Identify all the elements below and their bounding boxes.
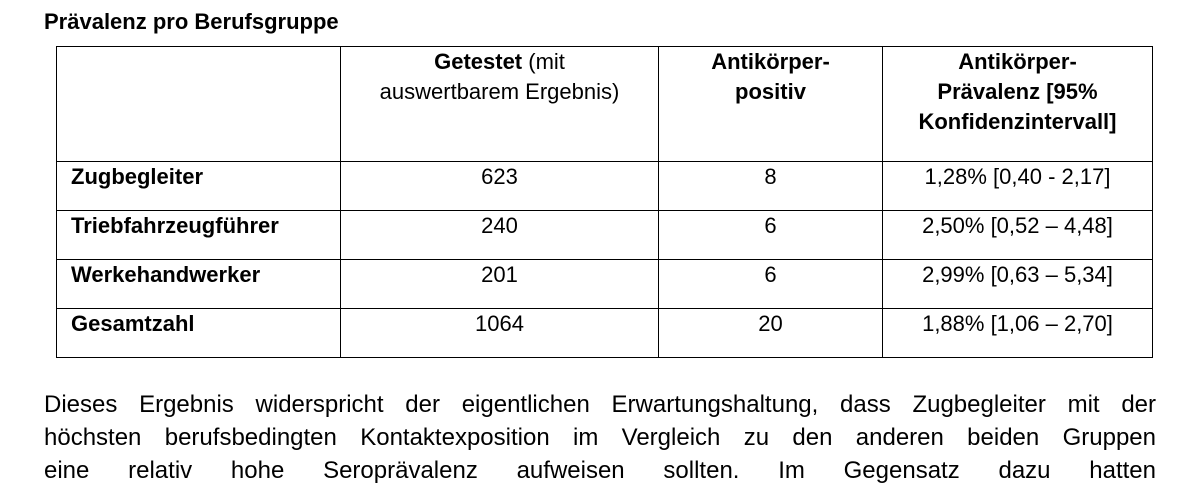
header-prevalence-line-3: Konfidenzintervall] [918, 109, 1117, 134]
row-tested: 201 [341, 260, 659, 309]
row-positive: 6 [659, 211, 883, 260]
header-positive-line-1: Antikörper- [711, 49, 830, 74]
header-prevalence-line-2: Prävalenz [95% [937, 79, 1098, 104]
body-paragraph [44, 388, 1156, 487]
row-prevalence: 1,28% [0,40 - 2,17] [883, 162, 1153, 211]
header-positive [659, 47, 883, 162]
header-tested-note-2: auswertbarem Ergebnis) [379, 79, 620, 104]
row-prevalence: 2,50% [0,52 – 4,48] [883, 211, 1153, 260]
paragraph-line: höchsten berufsbedingten Kontaktexposition im Vergleich zu den anderen beiden Gruppen [44, 424, 1156, 451]
row-group: Werkehandwerker [57, 260, 341, 309]
paragraph-line: eine relativ hohe Seroprävalenz aufweisen sollten. Im Gegensatz dazu hatten [44, 457, 1156, 484]
header-empty-cell [57, 47, 341, 162]
row-positive: 8 [659, 162, 883, 211]
section-heading: Prävalenz pro Berufsgruppe [44, 9, 339, 34]
row-positive: 6 [659, 260, 883, 309]
row-tested: 623 [341, 162, 659, 211]
paragraph-line: Dieses Ergebnis widerspricht der eigentlichen Erwartungshaltung, dass Zugbegleiter mit der [44, 391, 1156, 418]
header-prevalence-line-1: Antikörper- [958, 49, 1077, 74]
table-row [57, 162, 1153, 211]
table-row [57, 260, 1153, 309]
header-positive-line-2: positiv [735, 79, 806, 104]
row-prevalence: 2,99% [0,63 – 5,34] [883, 260, 1153, 309]
header-prevalence [883, 47, 1153, 162]
header-tested [341, 47, 659, 162]
header-tested-bold: Getestet [434, 49, 523, 74]
row-group: Zugbegleiter [57, 162, 341, 211]
table-row [57, 211, 1153, 260]
row-group: Gesamtzahl [57, 309, 341, 358]
row-prevalence: 1,88% [1,06 – 2,70] [883, 309, 1153, 358]
row-positive: 20 [659, 309, 883, 358]
prevalence-table [56, 46, 1153, 358]
header-tested-note-1: (mit [522, 49, 565, 74]
row-group: Triebfahrzeugführer [57, 211, 341, 260]
table-row [57, 309, 1153, 358]
row-tested: 240 [341, 211, 659, 260]
row-tested: 1064 [341, 309, 659, 358]
table-header-row [57, 47, 1153, 162]
